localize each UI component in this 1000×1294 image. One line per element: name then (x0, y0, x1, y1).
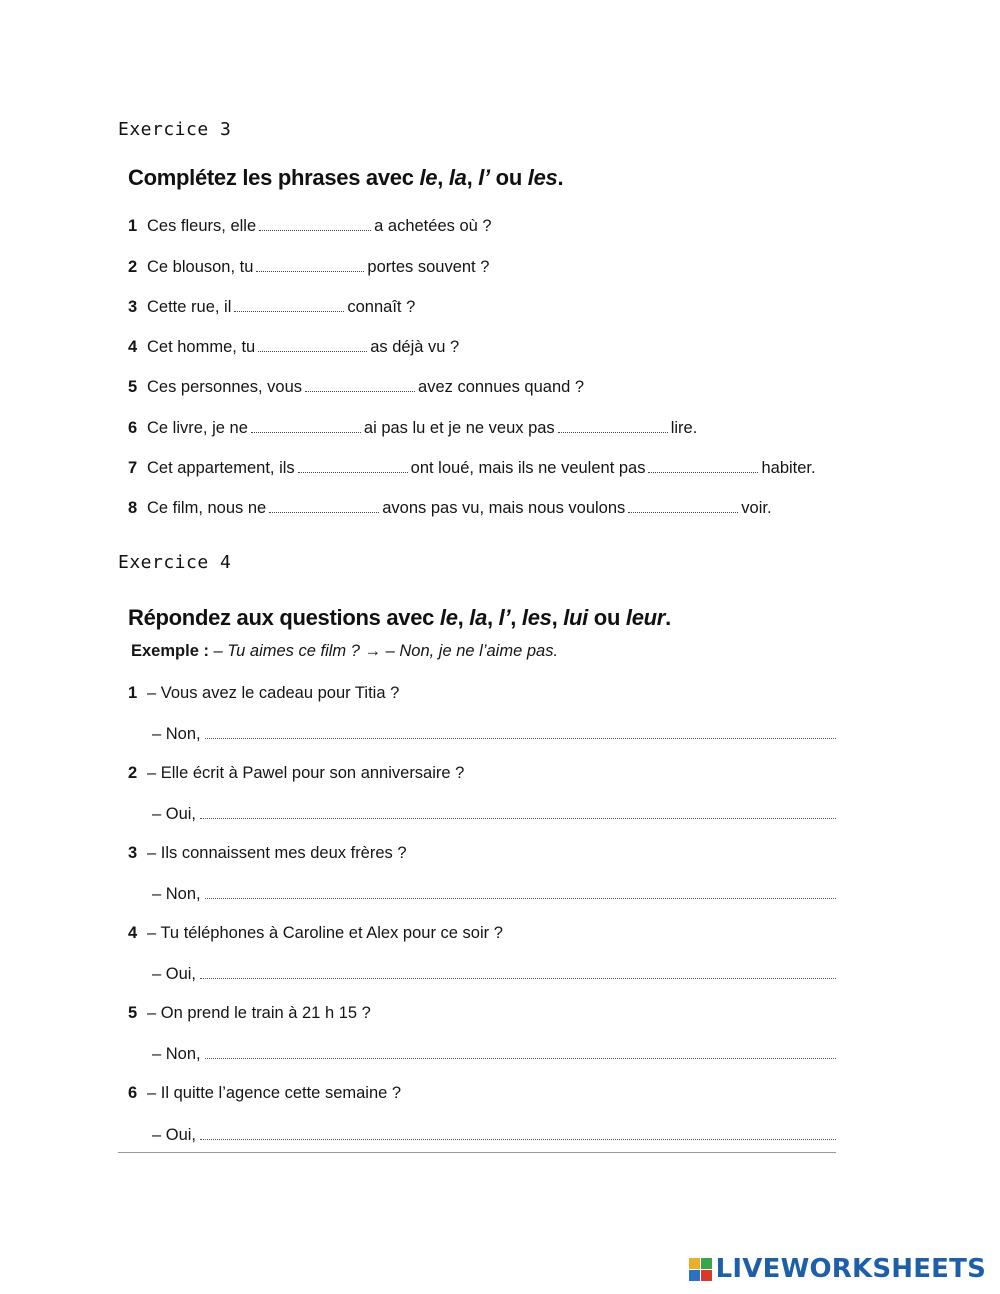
blank-input[interactable] (628, 498, 738, 513)
blank-input[interactable] (305, 377, 415, 392)
logo-text: LIVEWORKSHEETS (715, 1254, 986, 1284)
example-line: Exemple : – Tu aimes ce film ? → – Non, je ne l’aime pas. (131, 642, 559, 660)
liveworksheets-logo-icon (689, 1258, 712, 1281)
answer-input[interactable] (200, 1125, 836, 1140)
exercise-4-question-1: 1 – Vous avez le cadeau pour Titia ? (128, 684, 400, 702)
answer-input[interactable] (205, 884, 836, 899)
exercise-3-item-7: 7 Cet appartement, ils ont loué, mais ils ne veulent pas habiter. (128, 459, 816, 477)
exercise-3-label: Exercice 3 (118, 119, 232, 140)
exercise-3-item-3: 3 Cette rue, il connaît ? (128, 298, 416, 316)
answer-input[interactable] (205, 1044, 836, 1059)
exercise-4-question-2: 2 – Elle écrit à Pawel pour son anniversaire ? (128, 764, 465, 782)
exercise-4-answer-2: – Oui, (152, 804, 836, 824)
blank-input[interactable] (258, 337, 367, 352)
liveworksheets-logo (689, 1254, 986, 1284)
answer-input[interactable] (200, 964, 836, 979)
blank-input[interactable] (298, 458, 408, 473)
blank-input[interactable] (648, 458, 758, 473)
exercise-4-answer-4: – Oui, (152, 964, 836, 984)
exercise-3-item-4: 4 Cet homme, tu as déjà vu ? (128, 338, 460, 356)
blank-input[interactable] (558, 418, 668, 433)
exercise-4-answer-5: – Non, (152, 1044, 836, 1064)
answer-input[interactable] (200, 804, 836, 819)
exercise-4-title: Répondez aux questions avec le, la, l’, les, lui ou leur. (128, 605, 671, 630)
exercise-3-item-6: 6 Ce livre, je ne ai pas lu et je ne veux pas lire. (128, 419, 698, 437)
exercise-3-title: Complétez les phrases avec le, la, l’ ou les. (128, 165, 564, 190)
exercise-4-question-4: 4 – Tu téléphones à Caroline et Alex pour ce soir ? (128, 924, 503, 942)
exercise-3-item-8: 8 Ce film, nous ne avons pas vu, mais nous voulons voir. (128, 499, 772, 517)
blank-input[interactable] (256, 257, 364, 272)
exercise-3-item-1: 1 Ces fleurs, elle a achetées où ? (128, 217, 492, 235)
page-divider (118, 1152, 836, 1153)
blank-input[interactable] (234, 297, 344, 312)
blank-input[interactable] (269, 498, 379, 513)
exercise-3-item-2: 2 Ce blouson, tu portes souvent ? (128, 258, 490, 276)
exercise-4-answer-1: – Non, (152, 724, 836, 744)
exercise-4-question-3: 3 – Ils connaissent mes deux frères ? (128, 844, 407, 862)
exercise-4-answer-3: – Non, (152, 884, 836, 904)
exercise-4-label: Exercice 4 (118, 552, 232, 573)
exercise-4-question-5: 5 – On prend le train à 21 h 15 ? (128, 1004, 371, 1022)
blank-input[interactable] (251, 418, 361, 433)
exercise-3-item-5: 5 Ces personnes, vous avez connues quand ? (128, 378, 585, 396)
exercise-4-question-6: 6 – Il quitte l’agence cette semaine ? (128, 1084, 402, 1102)
exercise-4-answer-6: – Oui, (152, 1125, 836, 1145)
answer-input[interactable] (205, 724, 836, 739)
blank-input[interactable] (259, 216, 371, 231)
